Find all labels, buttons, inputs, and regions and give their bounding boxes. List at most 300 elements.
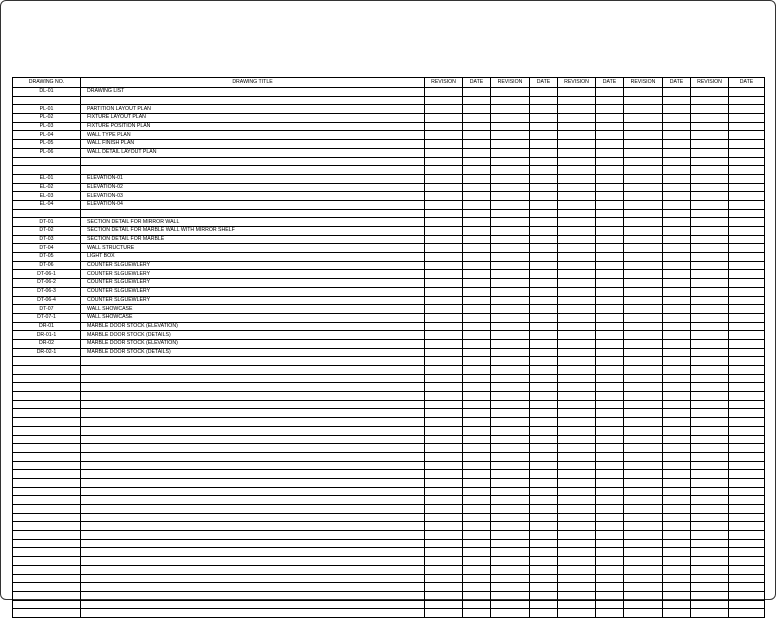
date-cell xyxy=(729,122,765,131)
revision-cell xyxy=(425,148,463,157)
date-cell xyxy=(729,548,765,557)
revision-cell xyxy=(624,470,663,479)
col-drawing-no: DRAWING NO. xyxy=(13,78,81,88)
date-cell xyxy=(729,522,765,531)
revision-cell xyxy=(558,218,596,227)
date-cell xyxy=(596,357,624,366)
drawing-number-cell: EL-01 xyxy=(13,174,81,183)
revision-cell xyxy=(425,392,463,401)
date-cell xyxy=(729,400,765,409)
date-cell xyxy=(663,539,691,548)
date-cell xyxy=(729,461,765,470)
date-cell xyxy=(463,357,491,366)
date-cell xyxy=(463,157,491,166)
date-cell xyxy=(729,600,765,609)
date-cell xyxy=(729,209,765,218)
revision-cell xyxy=(491,609,530,618)
date-cell xyxy=(596,183,624,192)
revision-cell xyxy=(691,218,729,227)
date-cell xyxy=(530,357,558,366)
date-cell xyxy=(729,253,765,262)
date-cell xyxy=(596,366,624,375)
table-row xyxy=(13,305,765,314)
drawing-number-cell: PL-01 xyxy=(13,105,81,114)
date-cell xyxy=(729,444,765,453)
drawing-number-cell: DR-02-1 xyxy=(13,348,81,357)
date-cell xyxy=(463,609,491,618)
date-cell xyxy=(663,496,691,505)
date-cell xyxy=(729,114,765,123)
date-cell xyxy=(663,209,691,218)
revision-cell xyxy=(624,157,663,166)
revision-cell xyxy=(425,322,463,331)
revision-cell xyxy=(691,565,729,574)
drawing-title-cell: SECTION DETAIL FOR MARBLE xyxy=(81,235,425,244)
revision-cell xyxy=(491,279,530,288)
revision-cell xyxy=(558,557,596,566)
date-cell xyxy=(463,435,491,444)
date-cell xyxy=(530,461,558,470)
drawing-number-cell: DT-07-1 xyxy=(13,313,81,322)
revision-cell xyxy=(691,487,729,496)
date-cell xyxy=(596,548,624,557)
date-cell xyxy=(596,218,624,227)
date-cell xyxy=(729,392,765,401)
revision-cell xyxy=(624,148,663,157)
drawing-title-cell xyxy=(81,374,425,383)
revision-cell xyxy=(691,313,729,322)
date-cell xyxy=(663,435,691,444)
date-cell xyxy=(596,105,624,114)
revision-cell xyxy=(691,88,729,97)
date-cell xyxy=(729,174,765,183)
revision-cell xyxy=(425,548,463,557)
date-cell xyxy=(663,261,691,270)
revision-cell xyxy=(691,539,729,548)
date-cell xyxy=(530,114,558,123)
date-cell xyxy=(596,392,624,401)
drawing-number-cell xyxy=(13,461,81,470)
drawing-number-cell xyxy=(13,418,81,427)
date-cell xyxy=(663,409,691,418)
date-cell xyxy=(463,591,491,600)
revision-cell xyxy=(691,166,729,175)
revision-cell xyxy=(558,513,596,522)
drawing-number-cell xyxy=(13,444,81,453)
drawing-title-cell xyxy=(81,470,425,479)
date-cell xyxy=(463,522,491,531)
drawing-title-cell xyxy=(81,400,425,409)
revision-cell xyxy=(491,539,530,548)
revision-cell xyxy=(425,192,463,201)
date-cell xyxy=(596,374,624,383)
date-cell xyxy=(530,183,558,192)
date-cell xyxy=(596,253,624,262)
revision-cell xyxy=(491,218,530,227)
revision-cell xyxy=(624,583,663,592)
revision-cell xyxy=(425,557,463,566)
date-cell xyxy=(530,218,558,227)
revision-cell xyxy=(425,305,463,314)
drawing-title-cell xyxy=(81,166,425,175)
date-cell xyxy=(530,374,558,383)
revision-cell xyxy=(425,539,463,548)
revision-cell xyxy=(491,383,530,392)
date-cell xyxy=(596,296,624,305)
date-cell xyxy=(596,539,624,548)
revision-cell xyxy=(624,600,663,609)
revision-cell xyxy=(425,140,463,149)
drawing-number-cell: DR-01 xyxy=(13,322,81,331)
revision-cell xyxy=(491,244,530,253)
date-cell xyxy=(530,522,558,531)
table-row xyxy=(13,557,765,566)
revision-cell xyxy=(558,452,596,461)
date-cell xyxy=(530,557,558,566)
revision-cell xyxy=(624,192,663,201)
table-row xyxy=(13,505,765,514)
revision-cell xyxy=(425,296,463,305)
col-revision-4: REVISION xyxy=(624,78,663,88)
revision-cell xyxy=(558,322,596,331)
date-cell xyxy=(596,270,624,279)
revision-cell xyxy=(425,331,463,340)
revision-cell xyxy=(558,461,596,470)
drawing-title-cell: COUNTER SLGUEWLERY xyxy=(81,279,425,288)
date-cell xyxy=(530,305,558,314)
drawing-number-cell xyxy=(13,478,81,487)
date-cell xyxy=(530,339,558,348)
revision-cell xyxy=(425,591,463,600)
date-cell xyxy=(663,452,691,461)
revision-cell xyxy=(691,96,729,105)
revision-cell xyxy=(425,400,463,409)
revision-cell xyxy=(491,148,530,157)
date-cell xyxy=(663,88,691,97)
date-cell xyxy=(463,227,491,236)
drawing-number-cell: DT-06-3 xyxy=(13,287,81,296)
date-cell xyxy=(463,114,491,123)
date-cell xyxy=(663,131,691,140)
table-row xyxy=(13,227,765,236)
col-date-2: DATE xyxy=(530,78,558,88)
date-cell xyxy=(463,322,491,331)
date-cell xyxy=(463,496,491,505)
date-cell xyxy=(463,461,491,470)
revision-cell xyxy=(491,122,530,131)
table-row xyxy=(13,374,765,383)
drawing-title-cell: MARBLE DOOR STOCK (ELEVATION) xyxy=(81,322,425,331)
date-cell xyxy=(663,166,691,175)
revision-cell xyxy=(425,374,463,383)
revision-cell xyxy=(624,140,663,149)
revision-cell xyxy=(558,505,596,514)
revision-cell xyxy=(425,114,463,123)
date-cell xyxy=(463,600,491,609)
revision-cell xyxy=(425,209,463,218)
revision-cell xyxy=(491,452,530,461)
date-cell xyxy=(530,200,558,209)
revision-cell xyxy=(425,235,463,244)
table-row xyxy=(13,418,765,427)
date-cell xyxy=(530,209,558,218)
revision-cell xyxy=(425,200,463,209)
date-cell xyxy=(463,374,491,383)
table-row xyxy=(13,574,765,583)
date-cell xyxy=(663,470,691,479)
date-cell xyxy=(530,296,558,305)
table-row xyxy=(13,531,765,540)
date-cell xyxy=(663,426,691,435)
date-cell xyxy=(729,270,765,279)
revision-cell xyxy=(691,200,729,209)
table-row xyxy=(13,296,765,305)
col-revision-1: REVISION xyxy=(425,78,463,88)
date-cell xyxy=(530,174,558,183)
drawing-title-cell: COUNTER SLGUEWLERY xyxy=(81,287,425,296)
drawing-number-cell: DR-01-1 xyxy=(13,331,81,340)
revision-cell xyxy=(691,470,729,479)
revision-cell xyxy=(491,192,530,201)
table-row xyxy=(13,192,765,201)
table-row xyxy=(13,339,765,348)
date-cell xyxy=(729,539,765,548)
table-row xyxy=(13,209,765,218)
revision-cell xyxy=(558,313,596,322)
revision-cell xyxy=(558,166,596,175)
date-cell xyxy=(463,548,491,557)
date-cell xyxy=(530,539,558,548)
date-cell xyxy=(463,557,491,566)
revision-cell xyxy=(558,339,596,348)
table-row xyxy=(13,218,765,227)
revision-cell xyxy=(624,244,663,253)
date-cell xyxy=(596,426,624,435)
drawing-number-cell: DL-01 xyxy=(13,88,81,97)
revision-cell xyxy=(691,339,729,348)
date-cell xyxy=(596,444,624,453)
revision-cell xyxy=(491,296,530,305)
revision-cell xyxy=(691,192,729,201)
revision-cell xyxy=(558,400,596,409)
revision-cell xyxy=(691,209,729,218)
drawing-number-cell xyxy=(13,548,81,557)
revision-cell xyxy=(624,531,663,540)
date-cell xyxy=(530,400,558,409)
date-cell xyxy=(596,331,624,340)
revision-cell xyxy=(425,279,463,288)
drawing-title-cell: DRAWING LIST xyxy=(81,88,425,97)
revision-cell xyxy=(691,461,729,470)
revision-cell xyxy=(558,496,596,505)
date-cell xyxy=(596,209,624,218)
drawing-number-cell xyxy=(13,452,81,461)
date-cell xyxy=(596,174,624,183)
revision-cell xyxy=(691,409,729,418)
table-row xyxy=(13,131,765,140)
drawing-number-cell xyxy=(13,522,81,531)
revision-cell xyxy=(624,539,663,548)
date-cell xyxy=(729,591,765,600)
date-cell xyxy=(463,253,491,262)
revision-cell xyxy=(558,383,596,392)
revision-cell xyxy=(558,253,596,262)
revision-cell xyxy=(624,105,663,114)
date-cell xyxy=(463,339,491,348)
date-cell xyxy=(530,591,558,600)
revision-cell xyxy=(425,131,463,140)
drawing-title-cell: COUNTER SLGUEWLERY xyxy=(81,270,425,279)
revision-cell xyxy=(691,227,729,236)
drawing-title-cell xyxy=(81,157,425,166)
date-cell xyxy=(463,505,491,514)
revision-cell xyxy=(491,583,530,592)
date-cell xyxy=(530,487,558,496)
date-cell xyxy=(729,348,765,357)
revision-cell xyxy=(624,505,663,514)
date-cell xyxy=(596,166,624,175)
date-cell xyxy=(596,157,624,166)
date-cell xyxy=(729,261,765,270)
revision-cell xyxy=(624,131,663,140)
drawing-title-cell: ELEVATION-01 xyxy=(81,174,425,183)
revision-cell xyxy=(491,591,530,600)
revision-cell xyxy=(558,470,596,479)
drawing-title-cell xyxy=(81,383,425,392)
date-cell xyxy=(663,287,691,296)
date-cell xyxy=(596,200,624,209)
date-cell xyxy=(729,496,765,505)
revision-cell xyxy=(491,166,530,175)
drawing-number-cell xyxy=(13,409,81,418)
table-row xyxy=(13,591,765,600)
date-cell xyxy=(596,461,624,470)
date-cell xyxy=(729,583,765,592)
drawing-number-cell: EL-03 xyxy=(13,192,81,201)
drawing-number-cell: EL-02 xyxy=(13,183,81,192)
date-cell xyxy=(663,183,691,192)
revision-cell xyxy=(624,392,663,401)
revision-cell xyxy=(624,609,663,618)
drawing-title-cell xyxy=(81,96,425,105)
revision-cell xyxy=(624,461,663,470)
revision-cell xyxy=(558,192,596,201)
date-cell xyxy=(663,270,691,279)
date-cell xyxy=(663,583,691,592)
revision-cell xyxy=(425,435,463,444)
date-cell xyxy=(729,148,765,157)
table-row xyxy=(13,461,765,470)
revision-cell xyxy=(558,131,596,140)
drawing-title-cell xyxy=(81,539,425,548)
col-date-4: DATE xyxy=(663,78,691,88)
date-cell xyxy=(729,339,765,348)
date-cell xyxy=(663,600,691,609)
revision-cell xyxy=(558,122,596,131)
date-cell xyxy=(596,531,624,540)
register-body xyxy=(13,88,765,618)
revision-cell xyxy=(691,366,729,375)
date-cell xyxy=(663,218,691,227)
revision-cell xyxy=(624,96,663,105)
date-cell xyxy=(663,487,691,496)
date-cell xyxy=(596,505,624,514)
date-cell xyxy=(530,418,558,427)
revision-cell xyxy=(691,140,729,149)
date-cell xyxy=(463,478,491,487)
revision-cell xyxy=(558,435,596,444)
drawing-title-cell: WALL TYPE PLAN xyxy=(81,131,425,140)
revision-cell xyxy=(558,88,596,97)
revision-cell xyxy=(491,331,530,340)
date-cell xyxy=(596,114,624,123)
revision-cell xyxy=(425,366,463,375)
table-row xyxy=(13,235,765,244)
table-row xyxy=(13,392,765,401)
date-cell xyxy=(663,505,691,514)
drawing-title-cell xyxy=(81,565,425,574)
revision-cell xyxy=(425,253,463,262)
revision-cell xyxy=(425,418,463,427)
table-row xyxy=(13,478,765,487)
revision-cell xyxy=(491,574,530,583)
revision-cell xyxy=(491,174,530,183)
revision-cell xyxy=(624,452,663,461)
date-cell xyxy=(663,557,691,566)
revision-cell xyxy=(558,157,596,166)
revision-cell xyxy=(691,296,729,305)
table-row xyxy=(13,400,765,409)
date-cell xyxy=(596,600,624,609)
revision-cell xyxy=(425,505,463,514)
table-row xyxy=(13,609,765,618)
revision-cell xyxy=(491,513,530,522)
date-cell xyxy=(596,470,624,479)
drawing-number-cell xyxy=(13,505,81,514)
date-cell xyxy=(596,88,624,97)
date-cell xyxy=(463,409,491,418)
date-cell xyxy=(596,261,624,270)
revision-cell xyxy=(691,305,729,314)
date-cell xyxy=(463,122,491,131)
date-cell xyxy=(596,244,624,253)
revision-cell xyxy=(691,374,729,383)
date-cell xyxy=(530,452,558,461)
revision-cell xyxy=(425,227,463,236)
revision-cell xyxy=(624,339,663,348)
revision-cell xyxy=(691,244,729,253)
date-cell xyxy=(663,548,691,557)
date-cell xyxy=(663,105,691,114)
date-cell xyxy=(463,400,491,409)
drawing-title-cell xyxy=(81,392,425,401)
date-cell xyxy=(596,557,624,566)
drawing-title-cell: MARBLE DOOR STOCK (ELEVATION) xyxy=(81,339,425,348)
date-cell xyxy=(596,279,624,288)
date-cell xyxy=(729,452,765,461)
header-row xyxy=(13,78,765,88)
table-row xyxy=(13,513,765,522)
date-cell xyxy=(530,96,558,105)
revision-cell xyxy=(558,140,596,149)
revision-cell xyxy=(491,114,530,123)
date-cell xyxy=(596,522,624,531)
date-cell xyxy=(663,322,691,331)
date-cell xyxy=(729,244,765,253)
date-cell xyxy=(463,348,491,357)
date-cell xyxy=(530,478,558,487)
revision-cell xyxy=(425,218,463,227)
